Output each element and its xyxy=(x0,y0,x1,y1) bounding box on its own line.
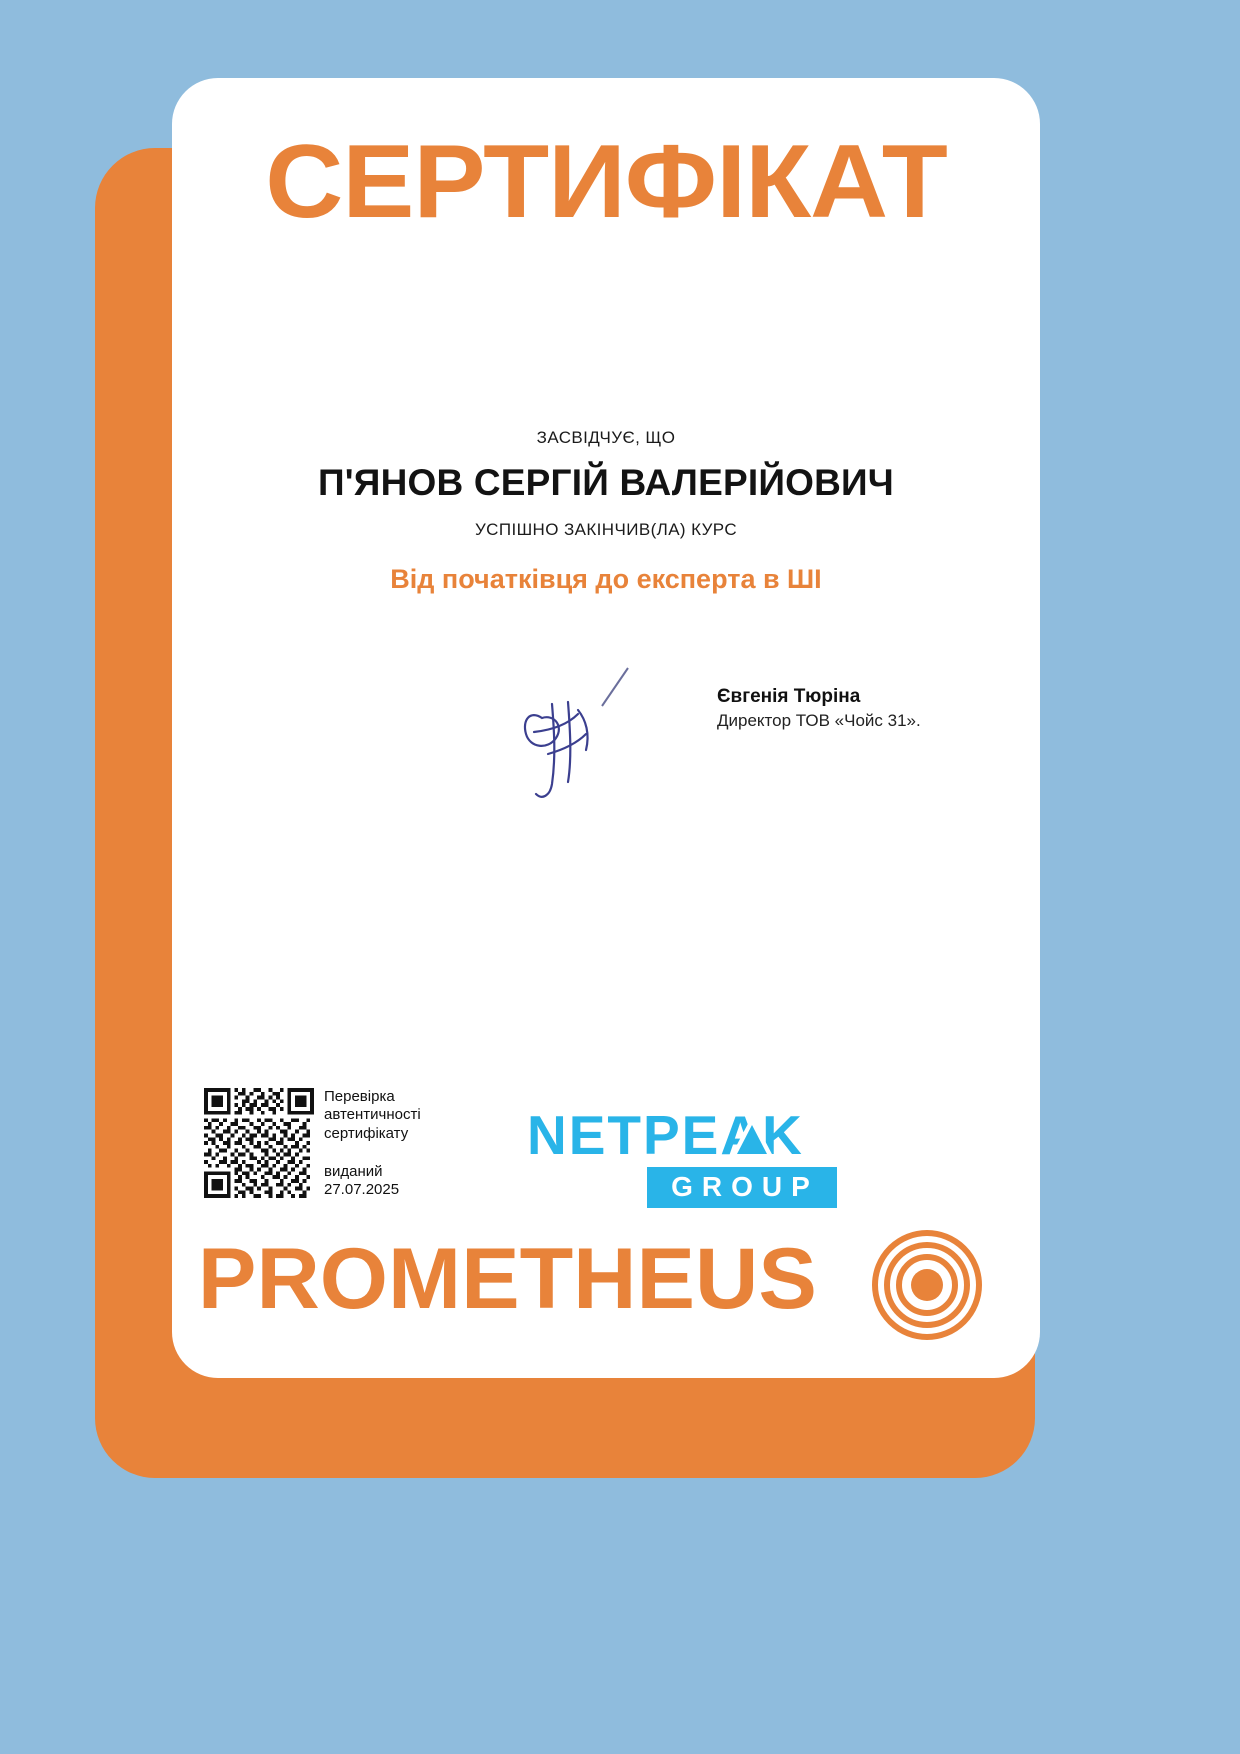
page-title: СЕРТИФІКАТ xyxy=(265,124,947,240)
triangle-a-icon xyxy=(730,1116,774,1158)
netpeak-group-logo xyxy=(527,1104,872,1208)
verification-texts xyxy=(324,1088,439,1199)
qr-code-icon[interactable] xyxy=(204,1088,314,1198)
issued-block xyxy=(324,1163,439,1200)
signer-name: Євгенія Тюріна xyxy=(717,686,861,707)
recipient-name: П'ЯНОВ СЕРГІЙ ВАЛЕРІЙОВИЧ xyxy=(317,462,895,503)
netpeak-wordmark-text: NETPEAK xyxy=(527,1104,804,1166)
signature-area xyxy=(472,638,972,818)
course-name: Від початківця до експерта в ШІ xyxy=(390,564,822,594)
issued-date: 27.07.2025 xyxy=(324,1181,400,1199)
netpeak-group-band: GROUP xyxy=(647,1167,837,1208)
verification-block xyxy=(204,1088,439,1199)
certificate-card xyxy=(172,78,1040,1378)
certificate-body xyxy=(172,428,1040,595)
verification-text: Перевірка автентичності сертифікату xyxy=(324,1088,421,1142)
issued-label: виданий xyxy=(324,1162,383,1180)
prometheus-wordmark: PROMETHEUS xyxy=(197,1231,817,1327)
netpeak-wordmark xyxy=(527,1104,872,1166)
concentric-rings-icon xyxy=(872,1230,982,1340)
signer-role: Директор ТОВ «Чойс 31». xyxy=(717,711,921,730)
prometheus-logo xyxy=(182,1230,1040,1340)
handwritten-signature-icon xyxy=(482,658,682,808)
signer-block xyxy=(717,686,921,731)
completion-label: УСПІШНО ЗАКІНЧИВ(ЛА) КУРС xyxy=(474,520,738,539)
attests-label: ЗАСВІДЧУЄ, ЩО xyxy=(536,428,676,447)
